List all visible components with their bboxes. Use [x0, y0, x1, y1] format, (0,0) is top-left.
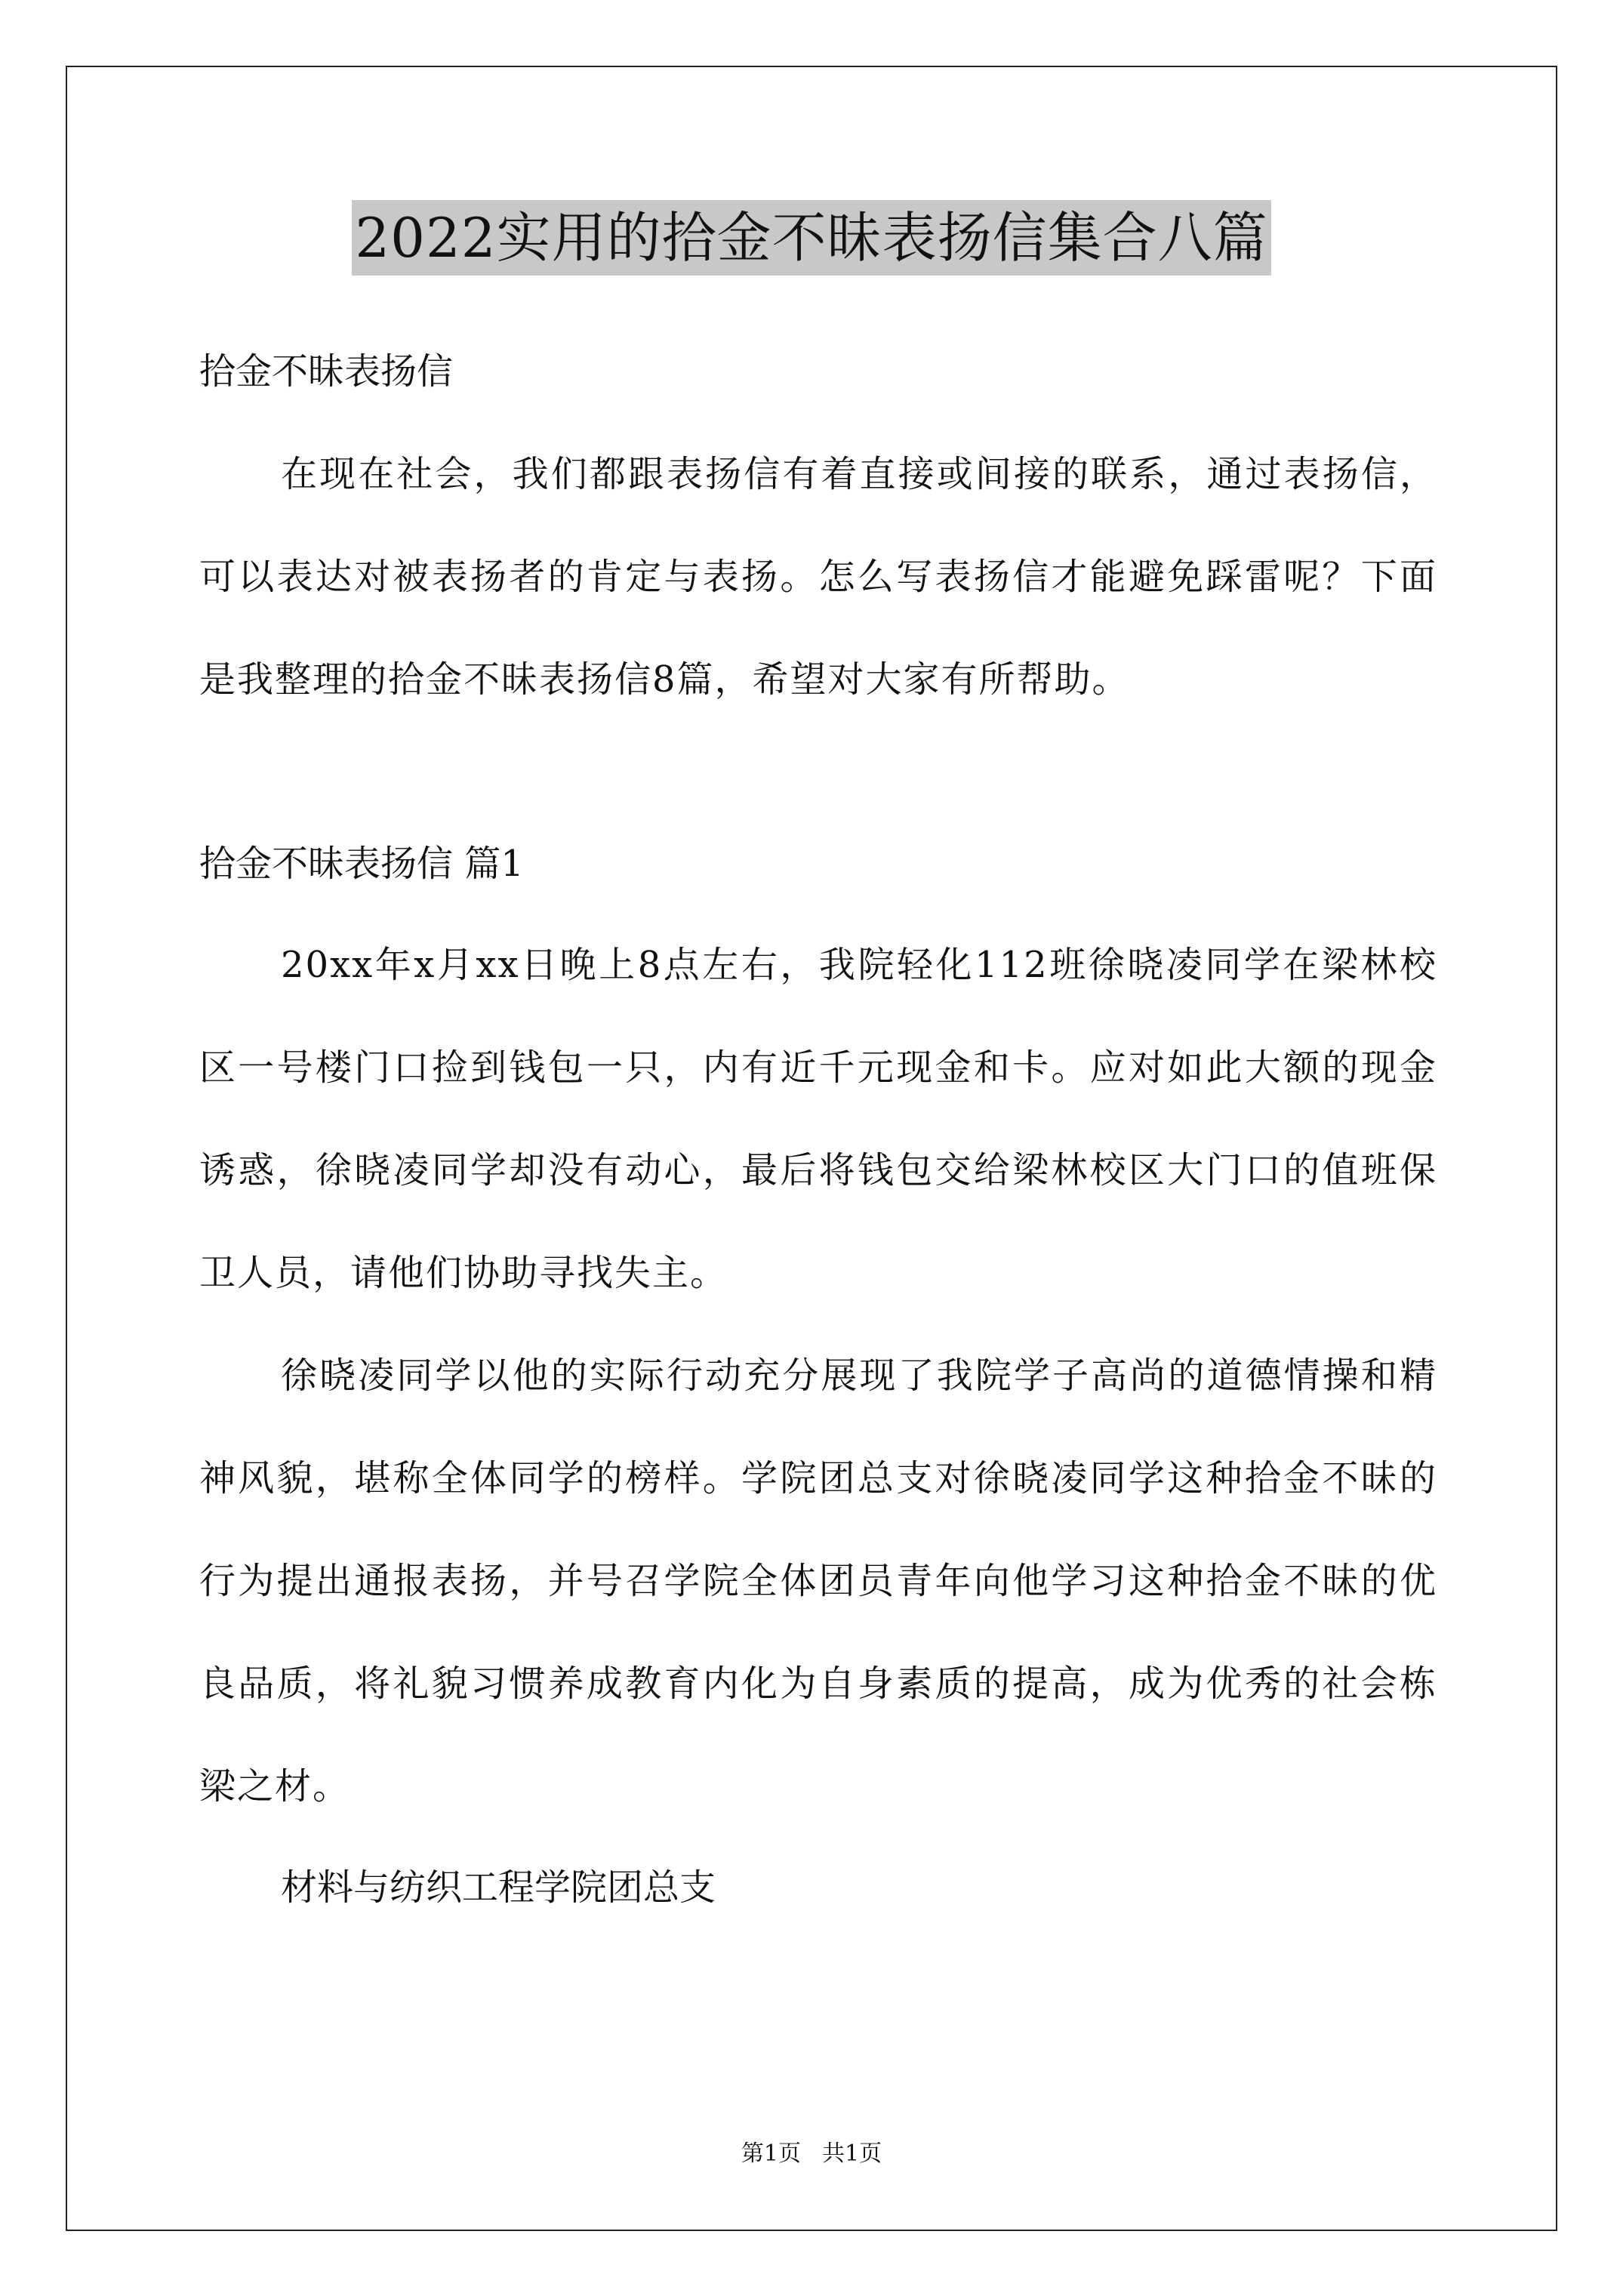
section1-paragraph-2: 徐晓凌同学以他的实际行动充分展现了我院学子高尚的道德情操和精神风貌，堪称全体同学的榜样。学院团总支对徐晓凌同学这种拾金不昧的行为提出通报表扬，并号召学院全体团员青年向他学习这种拾金不昧的优良品质，将礼貌习惯养成教育内化为自身素质的提高，成为优秀的社会栋梁之材。: [199, 1354, 1437, 1808]
page-number: 第1页: [741, 2140, 801, 2167]
page-footer: [0, 2139, 1623, 2169]
document-body: [199, 344, 1437, 1915]
intro-heading: 拾金不昧表扬信: [199, 350, 454, 393]
spacer: [199, 731, 1437, 837]
spacer: [199, 891, 1437, 914]
document-title: 2022实用的拾金不昧表扬信集合八篇: [352, 200, 1270, 276]
title-wrap: [0, 200, 1623, 276]
section1-heading: 拾金不昧表扬信 篇1: [199, 843, 524, 885]
signature: 材料与纺织工程学院团总支: [281, 1866, 716, 1909]
section1-paragraph-1: 20xx年x月xx日晚上8点左右，我院轻化112班徐晓凌同学在梁林校区一号楼门口捡到钱包一只，内有近千元现金和卡。应对如此大额的现金诱惑，徐晓凌同学却没有动心，最后将钱包交给梁林校区大门口的值班保卫人员，请他们协助寻找失主。: [199, 944, 1437, 1294]
spacer: [199, 1838, 1437, 1860]
page-total: 共1页: [822, 2140, 882, 2167]
intro-paragraph: 在现在社会，我们都跟表扬信有着直接或间接的联系，通过表扬信，可以表达对被表扬者的肯定与表扬。怎么写表扬信才能避免踩雷呢？下面是我整理的拾金不昧表扬信8篇，希望对大家有所帮助。: [199, 453, 1437, 701]
